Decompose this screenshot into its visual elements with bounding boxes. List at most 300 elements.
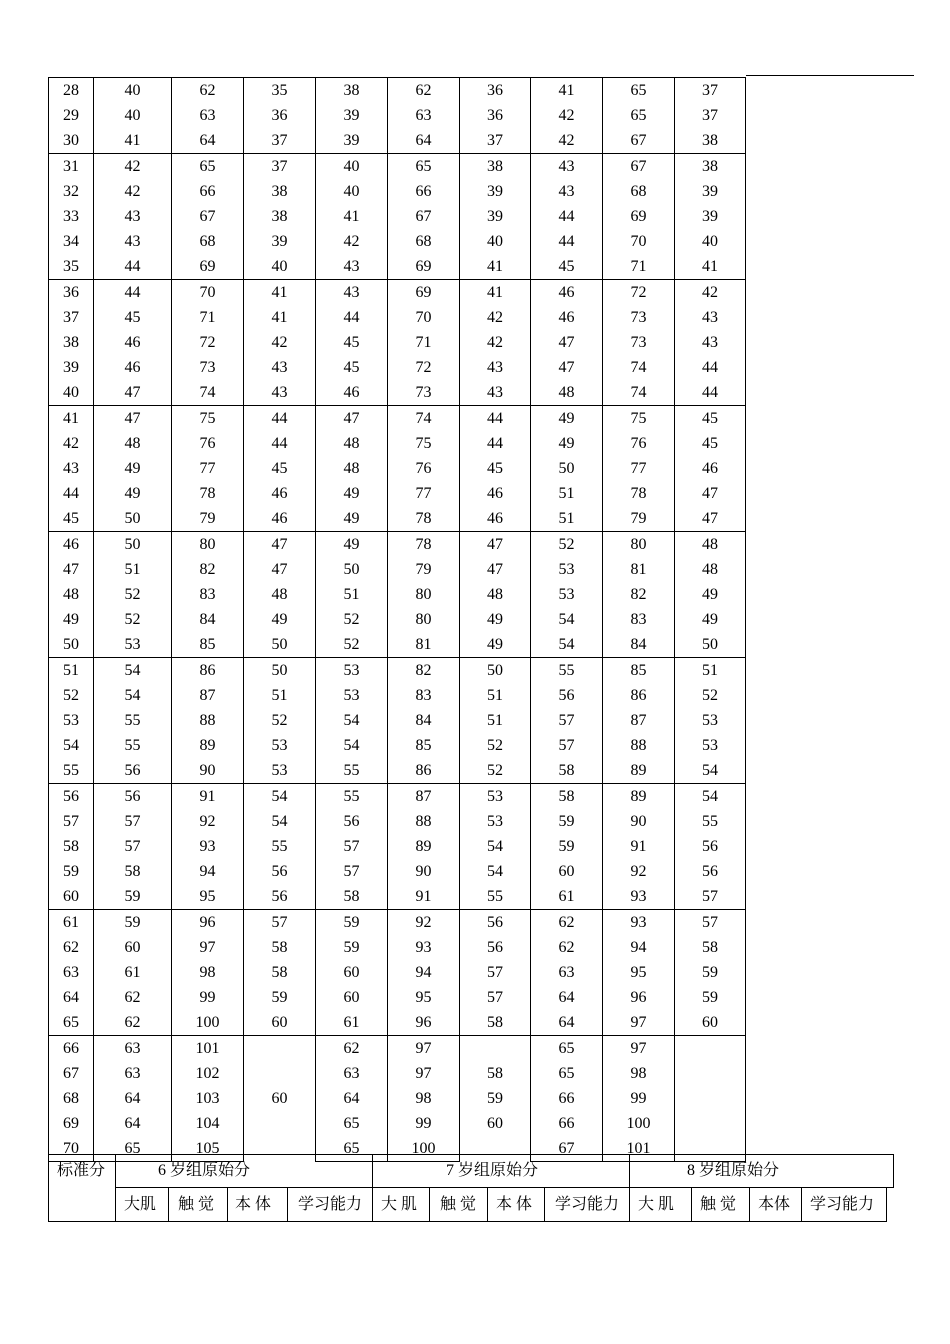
raw-score-cell: 58 xyxy=(244,960,316,985)
raw-score-cell: 78 xyxy=(388,506,460,532)
raw-score-cell: 63 xyxy=(388,103,460,128)
std-score-cell: 61 xyxy=(49,910,94,936)
g8-col-2: 触 觉 xyxy=(700,1196,737,1213)
raw-score-cell: 96 xyxy=(603,985,675,1010)
raw-score-cell: 88 xyxy=(172,708,244,733)
std-score-cell: 51 xyxy=(49,658,94,684)
raw-score-cell: 60 xyxy=(675,1010,746,1036)
table-row xyxy=(49,985,746,1010)
raw-score-cell: 68 xyxy=(603,179,675,204)
raw-score-cell: 57 xyxy=(460,960,531,985)
raw-score-cell: 62 xyxy=(94,1010,172,1036)
raw-score-cell: 46 xyxy=(316,380,388,406)
raw-score-cell: 75 xyxy=(603,406,675,432)
raw-score-cell: 51 xyxy=(244,683,316,708)
table-row xyxy=(49,506,746,532)
table-row xyxy=(49,884,746,910)
raw-score-cell: 65 xyxy=(94,1136,172,1162)
raw-score-cell: 41 xyxy=(244,305,316,330)
raw-score-cell: 93 xyxy=(603,884,675,910)
raw-score-cell: 71 xyxy=(172,305,244,330)
raw-score-cell: 44 xyxy=(244,431,316,456)
raw-score-cell: 51 xyxy=(316,582,388,607)
table-row xyxy=(49,179,746,204)
std-score-cell: 49 xyxy=(49,607,94,632)
std-score-cell: 58 xyxy=(49,834,94,859)
raw-score-cell: 94 xyxy=(172,859,244,884)
raw-score-cell: 89 xyxy=(388,834,460,859)
raw-score-cell: 59 xyxy=(675,960,746,985)
raw-score-cell: 50 xyxy=(94,532,172,558)
raw-score-cell: 47 xyxy=(460,532,531,558)
raw-score-cell: 96 xyxy=(172,910,244,936)
raw-score-cell: 43 xyxy=(94,229,172,254)
merged-cell-value: 59 xyxy=(487,1090,503,1108)
raw-score-cell: 54 xyxy=(460,834,531,859)
raw-score-cell: 82 xyxy=(603,582,675,607)
raw-score-cell: 43 xyxy=(460,380,531,406)
raw-score-cell: 49 xyxy=(460,607,531,632)
raw-score-cell: 98 xyxy=(603,1061,675,1086)
raw-score-cell: 47 xyxy=(244,532,316,558)
raw-score-cell: 78 xyxy=(172,481,244,506)
raw-score-cell: 74 xyxy=(388,406,460,432)
raw-score-cell: 85 xyxy=(388,733,460,758)
raw-score-cell: 56 xyxy=(94,758,172,784)
raw-score-cell: 91 xyxy=(603,834,675,859)
raw-score-cell: 92 xyxy=(603,859,675,884)
raw-score-cell: 81 xyxy=(388,632,460,658)
raw-score-cell: 50 xyxy=(244,632,316,658)
raw-score-cell: 46 xyxy=(460,481,531,506)
raw-score-cell: 41 xyxy=(244,280,316,306)
raw-score-cell: 48 xyxy=(531,380,603,406)
raw-score-cell: 57 xyxy=(460,985,531,1010)
raw-score-cell: 46 xyxy=(460,506,531,532)
raw-score-cell: 53 xyxy=(244,733,316,758)
raw-score-cell: 37 xyxy=(675,103,746,128)
raw-score-cell: 73 xyxy=(603,305,675,330)
raw-score-cell: 50 xyxy=(316,557,388,582)
raw-score-cell: 65 xyxy=(603,103,675,128)
raw-score-cell: 46 xyxy=(94,330,172,355)
raw-score-cell: 56 xyxy=(316,809,388,834)
table-row xyxy=(49,557,746,582)
raw-score-cell: 44 xyxy=(531,204,603,229)
raw-score-cell: 47 xyxy=(531,330,603,355)
raw-score-cell: 43 xyxy=(460,355,531,380)
raw-score-cell: 64 xyxy=(172,128,244,154)
std-score-cell: 65 xyxy=(49,1010,94,1036)
raw-score-cell: 73 xyxy=(603,330,675,355)
raw-score-cell: 77 xyxy=(172,456,244,481)
table-row xyxy=(49,254,746,280)
raw-score-cell: 97 xyxy=(603,1036,675,1062)
raw-score-cell: 76 xyxy=(172,431,244,456)
raw-score-cell: 59 xyxy=(316,935,388,960)
raw-score-cell: 88 xyxy=(388,809,460,834)
raw-score-cell: 104 xyxy=(172,1111,244,1136)
g8-col-3: 本体 xyxy=(758,1196,791,1213)
raw-score-cell: 54 xyxy=(531,607,603,632)
raw-score-cell: 81 xyxy=(603,557,675,582)
std-score-cell: 36 xyxy=(49,280,94,306)
raw-score-cell: 51 xyxy=(531,506,603,532)
raw-score-cell: 38 xyxy=(244,204,316,229)
std-score-cell: 37 xyxy=(49,305,94,330)
raw-score-cell: 67 xyxy=(603,128,675,154)
raw-score-cell: 53 xyxy=(675,708,746,733)
raw-score-cell: 46 xyxy=(675,456,746,481)
raw-score-cell: 38 xyxy=(675,128,746,154)
raw-score-cell: 64 xyxy=(94,1086,172,1111)
raw-score-cell: 94 xyxy=(603,935,675,960)
raw-score-cell: 47 xyxy=(675,481,746,506)
raw-score-cell: 60 xyxy=(244,1010,316,1036)
std-score-cell: 48 xyxy=(49,582,94,607)
raw-score-cell: 63 xyxy=(94,1036,172,1062)
raw-score-cell: 70 xyxy=(172,280,244,306)
raw-score-cell: 95 xyxy=(388,985,460,1010)
raw-score-cell: 43 xyxy=(316,280,388,306)
raw-score-cell: 42 xyxy=(244,330,316,355)
raw-score-cell: 49 xyxy=(244,607,316,632)
raw-score-cell: 53 xyxy=(244,758,316,784)
raw-score-cell xyxy=(675,1061,746,1086)
raw-score-cell: 56 xyxy=(94,784,172,810)
raw-score-cell: 64 xyxy=(94,1111,172,1136)
std-score-cell: 69 xyxy=(49,1111,94,1136)
raw-score-cell: 52 xyxy=(316,607,388,632)
raw-score-cell: 43 xyxy=(675,330,746,355)
raw-score-cell: 84 xyxy=(603,632,675,658)
raw-score-cell: 48 xyxy=(675,557,746,582)
raw-score-cell: 69 xyxy=(388,254,460,280)
raw-score-cell: 86 xyxy=(388,758,460,784)
raw-score-cell: 54 xyxy=(316,733,388,758)
std-score-cell: 42 xyxy=(49,431,94,456)
raw-score-cell: 80 xyxy=(388,582,460,607)
raw-score-cell: 57 xyxy=(675,910,746,936)
raw-score-cell: 62 xyxy=(388,78,460,104)
group-6-title: 6 岁组原始分 xyxy=(158,1162,251,1179)
raw-score-cell: 54 xyxy=(244,784,316,810)
raw-score-cell: 54 xyxy=(460,859,531,884)
raw-score-cell: 45 xyxy=(675,431,746,456)
raw-score-cell: 36 xyxy=(460,78,531,104)
raw-score-cell: 47 xyxy=(94,406,172,432)
std-score-cell: 47 xyxy=(49,557,94,582)
raw-score-cell: 52 xyxy=(244,708,316,733)
raw-score-cell: 92 xyxy=(388,910,460,936)
raw-score-cell: 80 xyxy=(388,607,460,632)
raw-score-cell: 56 xyxy=(675,834,746,859)
std-score-cell: 39 xyxy=(49,355,94,380)
raw-score-cell: 58 xyxy=(460,1010,531,1036)
raw-score-cell: 76 xyxy=(603,431,675,456)
raw-score-cell: 39 xyxy=(675,179,746,204)
table-row xyxy=(49,128,746,154)
raw-score-cell: 77 xyxy=(388,481,460,506)
table-row xyxy=(49,658,746,684)
raw-score-cell: 44 xyxy=(460,431,531,456)
std-score-cell: 45 xyxy=(49,506,94,532)
raw-score-cell: 59 xyxy=(675,985,746,1010)
raw-score-cell: 41 xyxy=(316,204,388,229)
raw-score-cell: 89 xyxy=(603,758,675,784)
raw-score-cell: 61 xyxy=(531,884,603,910)
std-score-cell: 59 xyxy=(49,859,94,884)
raw-score-cell: 52 xyxy=(460,733,531,758)
std-score-cell: 31 xyxy=(49,154,94,180)
table-row xyxy=(49,532,746,558)
table-row xyxy=(49,456,746,481)
table-row xyxy=(49,481,746,506)
raw-score-cell: 39 xyxy=(460,204,531,229)
std-score-cell: 60 xyxy=(49,884,94,910)
raw-score-cell: 55 xyxy=(94,708,172,733)
merged-cell-58-60 xyxy=(460,1036,531,1162)
g6-col-4: 学习能力 xyxy=(298,1196,363,1213)
raw-score-cell: 40 xyxy=(316,154,388,180)
table-row xyxy=(49,305,746,330)
std-score-cell: 44 xyxy=(49,481,94,506)
raw-score-cell: 80 xyxy=(172,532,244,558)
table-row xyxy=(49,733,746,758)
std-score-cell: 54 xyxy=(49,733,94,758)
raw-score-cell: 57 xyxy=(531,708,603,733)
raw-score-cell: 49 xyxy=(460,632,531,658)
raw-score-cell: 87 xyxy=(388,784,460,810)
raw-score-cell: 59 xyxy=(316,910,388,936)
table-row xyxy=(49,355,746,380)
raw-score-cell: 99 xyxy=(603,1086,675,1111)
raw-score-cell: 54 xyxy=(675,784,746,810)
raw-score-cell: 85 xyxy=(603,658,675,684)
raw-score-cell: 94 xyxy=(388,960,460,985)
g7-col-2: 触 觉 xyxy=(440,1196,477,1213)
raw-score-cell: 47 xyxy=(531,355,603,380)
std-score-cell: 53 xyxy=(49,708,94,733)
raw-score-cell: 46 xyxy=(244,481,316,506)
raw-score-cell: 57 xyxy=(94,834,172,859)
table-row xyxy=(49,1010,746,1036)
raw-score-cell: 79 xyxy=(172,506,244,532)
raw-score-cell: 63 xyxy=(531,960,603,985)
raw-score-cell: 43 xyxy=(675,305,746,330)
raw-score-cell: 58 xyxy=(531,758,603,784)
raw-score-cell: 91 xyxy=(388,884,460,910)
raw-score-cell: 62 xyxy=(531,910,603,936)
raw-score-cell: 52 xyxy=(675,683,746,708)
raw-score-cell: 48 xyxy=(460,582,531,607)
raw-score-cell: 62 xyxy=(316,1036,388,1062)
raw-score-cell: 77 xyxy=(603,456,675,481)
g7-col-4: 学习能力 xyxy=(555,1196,620,1213)
raw-score-cell: 55 xyxy=(316,784,388,810)
raw-score-cell: 38 xyxy=(316,78,388,104)
raw-score-cell: 84 xyxy=(172,607,244,632)
raw-score-cell: 64 xyxy=(531,985,603,1010)
raw-score-cell: 85 xyxy=(172,632,244,658)
table-row xyxy=(49,204,746,229)
raw-score-cell: 52 xyxy=(94,607,172,632)
raw-score-cell: 66 xyxy=(531,1086,603,1111)
raw-score-cell: 49 xyxy=(531,431,603,456)
raw-score-cell: 58 xyxy=(244,935,316,960)
g6-col-1: 大肌 xyxy=(124,1196,157,1213)
raw-score-cell: 44 xyxy=(531,229,603,254)
raw-score-cell: 83 xyxy=(172,582,244,607)
raw-score-cell: 49 xyxy=(316,532,388,558)
raw-score-cell: 47 xyxy=(244,557,316,582)
raw-score-cell: 67 xyxy=(603,154,675,180)
std-score-cell: 63 xyxy=(49,960,94,985)
raw-score-cell: 54 xyxy=(244,809,316,834)
raw-score-cell: 55 xyxy=(244,834,316,859)
raw-score-cell: 64 xyxy=(316,1086,388,1111)
raw-score-cell: 65 xyxy=(603,78,675,104)
raw-score-cell: 60 xyxy=(531,859,603,884)
raw-score-cell: 55 xyxy=(675,809,746,834)
table-row xyxy=(49,406,746,432)
raw-score-cell: 54 xyxy=(94,683,172,708)
raw-score-cell: 76 xyxy=(388,456,460,481)
raw-score-cell: 48 xyxy=(675,532,746,558)
raw-score-cell: 37 xyxy=(244,128,316,154)
raw-score-cell: 44 xyxy=(460,406,531,432)
raw-score-cell: 57 xyxy=(244,910,316,936)
raw-score-cell: 80 xyxy=(603,532,675,558)
raw-score-cell: 53 xyxy=(531,557,603,582)
raw-score-cell: 56 xyxy=(675,859,746,884)
table-row xyxy=(49,154,746,180)
raw-score-cell: 96 xyxy=(388,1010,460,1036)
raw-score-cell: 59 xyxy=(531,834,603,859)
std-score-cell: 33 xyxy=(49,204,94,229)
raw-score-cell: 40 xyxy=(94,103,172,128)
raw-score-cell: 74 xyxy=(603,355,675,380)
raw-score-cell: 39 xyxy=(316,128,388,154)
raw-score-cell: 65 xyxy=(531,1061,603,1086)
std-score-cell: 68 xyxy=(49,1086,94,1111)
raw-score-cell: 68 xyxy=(388,229,460,254)
raw-score-cell xyxy=(675,1036,746,1062)
raw-score-cell: 62 xyxy=(94,985,172,1010)
raw-score-cell: 59 xyxy=(94,884,172,910)
raw-score-cell: 95 xyxy=(603,960,675,985)
g8-col-1: 大 肌 xyxy=(638,1196,675,1213)
std-score-cell: 35 xyxy=(49,254,94,280)
raw-score-cell: 101 xyxy=(603,1136,675,1162)
std-score-cell: 29 xyxy=(49,103,94,128)
raw-score-cell: 46 xyxy=(531,305,603,330)
raw-score-cell: 43 xyxy=(244,355,316,380)
raw-score-cell: 73 xyxy=(172,355,244,380)
std-score-cell: 43 xyxy=(49,456,94,481)
raw-score-cell: 39 xyxy=(244,229,316,254)
raw-score-cell: 45 xyxy=(316,330,388,355)
raw-score-cell: 51 xyxy=(460,708,531,733)
raw-score-cell: 41 xyxy=(94,128,172,154)
table-row xyxy=(49,910,746,936)
raw-score-cell: 56 xyxy=(531,683,603,708)
raw-score-cell: 56 xyxy=(460,910,531,936)
table-row xyxy=(49,1036,746,1062)
raw-score-cell: 86 xyxy=(172,658,244,684)
raw-score-cell: 49 xyxy=(675,582,746,607)
raw-score-cell: 49 xyxy=(94,481,172,506)
raw-score-cell: 55 xyxy=(316,758,388,784)
table-row xyxy=(49,935,746,960)
top-rule xyxy=(746,75,914,76)
g7-col-1: 大 肌 xyxy=(381,1196,418,1213)
std-score-cell: 50 xyxy=(49,632,94,658)
table-row xyxy=(49,229,746,254)
raw-score-cell: 53 xyxy=(94,632,172,658)
raw-score-cell: 83 xyxy=(603,607,675,632)
table-row xyxy=(49,330,746,355)
table-row xyxy=(49,708,746,733)
raw-score-cell: 84 xyxy=(388,708,460,733)
raw-score-cell: 41 xyxy=(675,254,746,280)
raw-score-cell: 103 xyxy=(172,1086,244,1111)
raw-score-cell: 41 xyxy=(460,254,531,280)
std-score-cell: 32 xyxy=(49,179,94,204)
raw-score-cell: 97 xyxy=(603,1010,675,1036)
raw-score-cell: 55 xyxy=(531,658,603,684)
raw-score-cell: 56 xyxy=(244,859,316,884)
std-score-cell: 66 xyxy=(49,1036,94,1062)
raw-score-cell: 58 xyxy=(531,784,603,810)
raw-score-cell: 42 xyxy=(94,154,172,180)
raw-score-cell: 44 xyxy=(244,406,316,432)
raw-score-cell: 47 xyxy=(316,406,388,432)
raw-score-cell: 48 xyxy=(244,582,316,607)
raw-score-cell: 53 xyxy=(316,658,388,684)
raw-score-cell: 49 xyxy=(675,607,746,632)
raw-score-cell: 69 xyxy=(388,280,460,306)
raw-score-cell: 40 xyxy=(316,179,388,204)
raw-score-cell: 42 xyxy=(675,280,746,306)
std-score-cell: 40 xyxy=(49,380,94,406)
raw-score-cell: 49 xyxy=(94,456,172,481)
raw-score-cell: 93 xyxy=(172,834,244,859)
raw-score-cell: 87 xyxy=(603,708,675,733)
raw-score-cell: 67 xyxy=(531,1136,603,1162)
raw-score-cell: 39 xyxy=(316,103,388,128)
raw-score-cell: 37 xyxy=(460,128,531,154)
raw-score-cell: 58 xyxy=(675,935,746,960)
raw-score-cell: 43 xyxy=(94,204,172,229)
table-row xyxy=(49,758,746,784)
raw-score-cell: 45 xyxy=(244,456,316,481)
raw-score-cell: 43 xyxy=(531,179,603,204)
table-row xyxy=(49,784,746,810)
raw-score-cell: 43 xyxy=(244,380,316,406)
raw-score-cell: 68 xyxy=(172,229,244,254)
raw-score-cell: 43 xyxy=(531,154,603,180)
raw-score-cell: 51 xyxy=(460,683,531,708)
table-row xyxy=(49,1061,746,1086)
raw-score-cell: 52 xyxy=(460,758,531,784)
raw-score-cell: 75 xyxy=(388,431,460,456)
raw-score-cell: 71 xyxy=(388,330,460,355)
raw-score-cell: 78 xyxy=(388,532,460,558)
raw-score-cell: 78 xyxy=(603,481,675,506)
table-row xyxy=(49,632,746,658)
raw-score-cell: 39 xyxy=(460,179,531,204)
